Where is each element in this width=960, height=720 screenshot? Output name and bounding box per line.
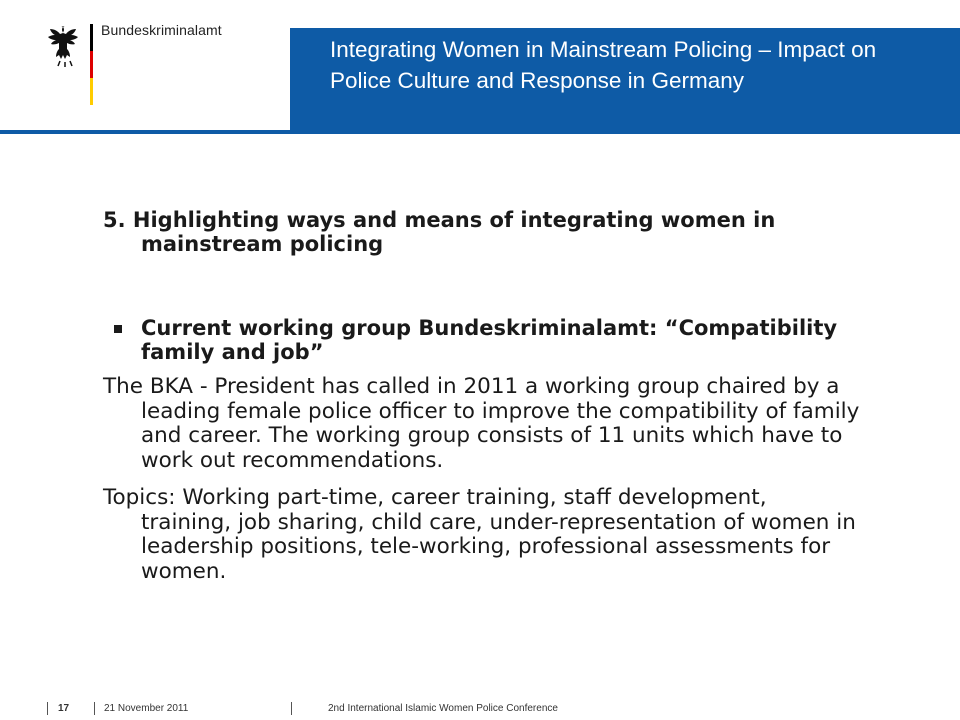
logo: [0, 0, 250, 130]
footer-conference: 2nd International Islamic Women Police Conference: [328, 703, 558, 714]
paragraph-working-group: The BKA - President has called in 2011 a working group chaired by a leading female police officer to improve the compatibility of family and career. The working group consists of 11 units which have to work out recommendations.: [103, 374, 860, 473]
section-heading: 5. Highlighting ways and means of integrating women in mainstream policing: [103, 208, 776, 256]
flag-stripe-red: [90, 51, 93, 78]
footer-divider: [291, 702, 292, 715]
footer-divider: [47, 702, 48, 715]
paragraph-topics: Topics: Working part-time, career training, staff development, training, job sharing, child care, under-representation of women in leadership positions, tele-working, professional assessments for women.: [103, 485, 856, 584]
flag-stripe-gold: [90, 78, 93, 105]
bullet-item: [103, 316, 863, 364]
slide-content: [103, 208, 863, 584]
page-number: 17: [58, 703, 70, 714]
bullet-text: Current working group Bundeskriminalamt: “Compatibility family and job”: [141, 316, 838, 364]
footer-date: 21 November 2011: [104, 703, 189, 714]
org-name: Bundeskriminalamt: [101, 22, 222, 38]
federal-eagle-icon: [46, 24, 84, 68]
square-bullet-icon: [114, 325, 122, 333]
slide-title: Integrating Women in Mainstream Policing – Impact on Police Culture and Response in Germany: [330, 37, 877, 93]
footer: [0, 697, 960, 720]
footer-divider: [94, 702, 95, 715]
header-band: [290, 28, 960, 134]
flag-stripe-black: [90, 24, 93, 51]
header-underline: [0, 130, 290, 134]
